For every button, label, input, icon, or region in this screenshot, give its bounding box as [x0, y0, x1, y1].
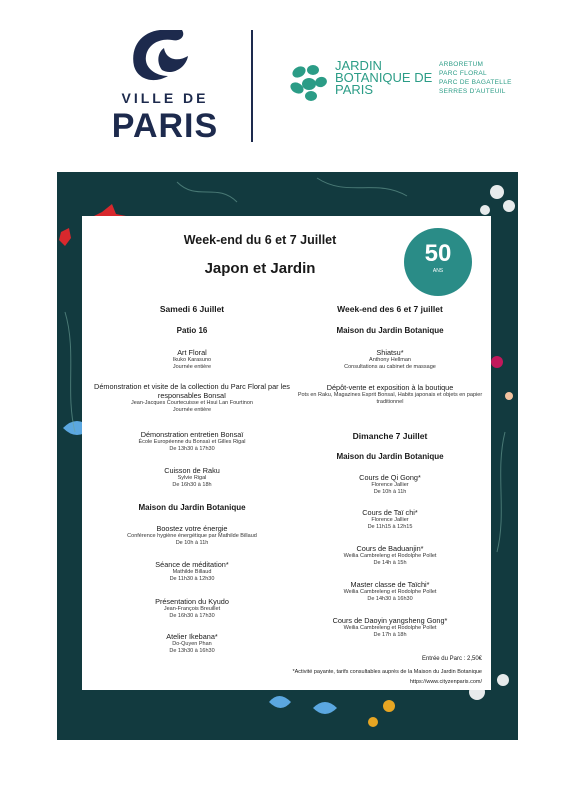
event-title: Art Floral [177, 348, 207, 357]
left-section-maison: Maison du Jardin Botanique [138, 503, 246, 512]
event-baduanjin [290, 544, 490, 567]
site-item: SERRES D'AUTEUIL [439, 88, 506, 95]
event-bonsai-visit [84, 382, 300, 414]
jardin-sites-list [439, 60, 529, 96]
event-line: De 13h30 à 16h30 [169, 648, 215, 654]
event-line: De 10h à 11h [175, 540, 209, 546]
event-line: Sylvie Rigal [177, 475, 207, 481]
left-day-title: Samedi 6 Juillet [159, 304, 225, 314]
event-line: Weilia Cambreleng et Rodolphe Pollet [343, 553, 437, 559]
paris-ship-icon [120, 26, 200, 84]
event-masterclass [290, 580, 490, 603]
event-line: Jean-François Breuillet [163, 606, 221, 612]
website-link[interactable]: https://www.cityzenparis.com/ [409, 679, 482, 685]
event-art-floral [92, 348, 292, 371]
event-line: Mathilde Billaud [172, 569, 212, 575]
right-day-title: Dimanche 7 Juillet [352, 431, 428, 441]
event-title: Dépôt-vente et exposition à la boutique [326, 383, 454, 392]
event-line: Do-Quyen Phan [172, 641, 212, 647]
event-line: École Européenne du Bonsaï et Gilles Rigal [138, 439, 246, 445]
paris-label: PARIS [111, 107, 219, 145]
event-line: Anthony Hellman [369, 357, 411, 363]
event-line: De 14h à 15h [373, 560, 407, 566]
event-line: De 10h à 11h [373, 489, 407, 495]
event-meditation [92, 560, 292, 583]
event-title: Master classe de Taïchi* [350, 580, 430, 589]
site-item: ARBORETUM [439, 61, 484, 68]
event-title: Cours de Baduanjin* [356, 544, 424, 553]
event-line: Pots en Raku, Magazines Esprit Bonsaï, Habits japonais et objets en papier traditionnel [297, 392, 483, 405]
event-line: Conférence hygiène énergétique par Mathilde Billaud [127, 533, 257, 539]
event-title: Cours de Daoyin yangsheng Gong* [332, 616, 448, 625]
event-shiatsu [290, 348, 490, 371]
event-title: Démonstration et visite de la collection du Parc Floral par les responsables Bonsaï [94, 382, 290, 400]
event-line: Jean-Jacques Courtecuisse et Hsui Lan Fourtinon [131, 400, 253, 406]
event-line: Ikuko Karasuno [172, 357, 212, 363]
event-line: Florence Jallier [371, 517, 409, 523]
event-title: Démonstration entretien Bonsaï [140, 430, 244, 439]
ville-de-label: VILLE DE [121, 90, 209, 106]
event-line: De 14h30 à 16h30 [367, 596, 413, 602]
event-line: Weilia Cambreleng et Rodolphe Pollet [343, 589, 437, 595]
badge-number: 50 [424, 240, 452, 267]
event-kyudo [92, 597, 292, 620]
event-energie [92, 524, 292, 547]
right-section-maison-2: Maison du Jardin Botanique [336, 452, 444, 461]
jardin-botanique-logo [287, 58, 527, 108]
event-title: Cours de Taï chi* [362, 508, 418, 517]
right-weekend-title: Week-end des 6 et 7 juillet [337, 304, 443, 314]
event-title: Boostez votre énergie [156, 524, 228, 533]
event-qigong [290, 473, 490, 496]
event-line: Journée entière [172, 364, 212, 370]
event-title: Atelier Ikebana* [166, 632, 218, 641]
event-daoyin [290, 616, 490, 639]
event-line: Consultations au cabinet de massage [344, 364, 436, 370]
event-title: Présentation du Kyudo [155, 597, 229, 606]
event-title: Cuisson de Raku [164, 466, 220, 475]
left-section-patio: Patio 16 [176, 326, 208, 335]
site-item: PARC DE BAGATELLE [439, 79, 512, 86]
event-taichi [290, 508, 490, 531]
event-line: Florence Jallier [371, 482, 409, 488]
leaf-cluster-icon [287, 62, 331, 102]
header-divider [251, 30, 253, 142]
event-line: De 11h30 à 12h30 [169, 576, 215, 582]
event-bonsai-demo [92, 430, 292, 453]
event-line: De 13h30 à 17h30 [169, 446, 215, 452]
event-title: Séance de méditation* [155, 560, 229, 569]
ville-de-paris-logo [100, 26, 230, 146]
event-raku [92, 466, 292, 489]
right-section-maison: Maison du Jardin Botanique [336, 326, 444, 335]
weekend-title: Week-end du 6 et 7 Juillet [183, 233, 337, 247]
footnote: *Activité payante, tarifs consultables auprès de la Maison du Jardin Botanique [292, 669, 482, 675]
main-title: Japon et Jardin [204, 260, 316, 277]
event-line: Journée entière [172, 407, 212, 413]
event-line: De 11h15 à 12h15 [367, 524, 413, 530]
site-item: PARC FLORAL [439, 70, 487, 77]
event-line: De 16h30 à 17h30 [169, 613, 215, 619]
event-title: Cours de Qi Gong* [359, 473, 421, 482]
event-line: Weilia Cambreleng et Rodolphe Pollet [343, 625, 437, 631]
jardin-botanique-title: JARDIN BOTANIQUE DE PARIS [335, 58, 433, 97]
event-line: De 16h30 à 18h [172, 482, 212, 488]
event-boutique [286, 383, 494, 406]
event-line: De 17h à 18h [373, 632, 407, 638]
entry-price: Entrée du Parc : 2,50€ [421, 656, 482, 662]
badge-sub: ANS [432, 268, 444, 274]
event-title: Shiatsu* [376, 348, 404, 357]
event-ikebana [92, 632, 292, 655]
